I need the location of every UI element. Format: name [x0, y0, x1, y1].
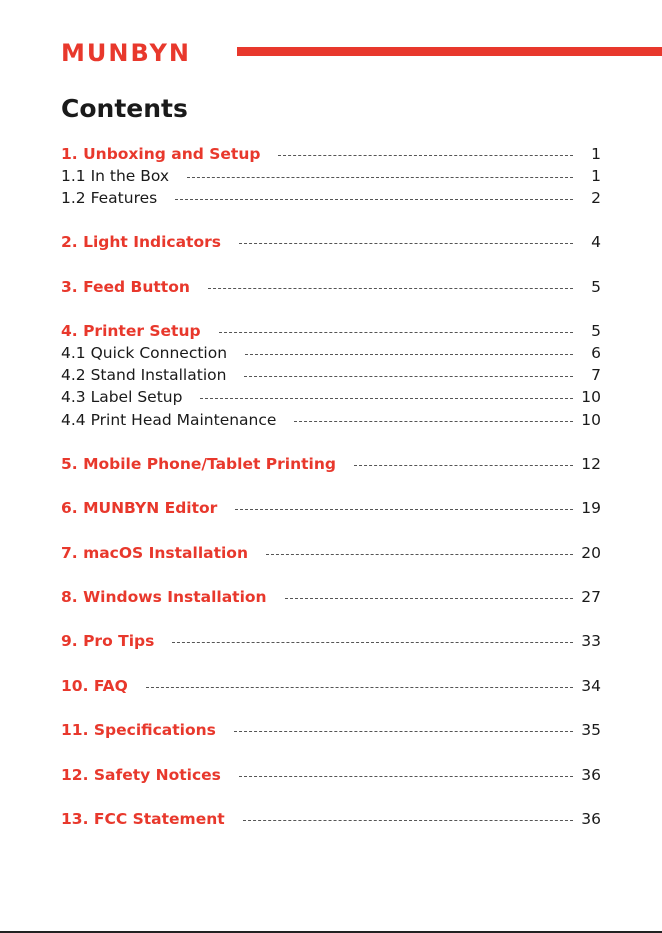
toc-dot-leader — [239, 243, 573, 244]
toc-dot-leader — [266, 554, 573, 555]
toc-page-number: 5 — [591, 278, 601, 296]
toc-section-row[interactable] — [61, 320, 601, 342]
toc-dot-leader — [187, 177, 573, 178]
toc-dot-leader — [278, 155, 573, 156]
toc-page-number: 10 — [581, 388, 601, 406]
toc-section-row[interactable] — [61, 675, 601, 697]
toc-page-number: 5 — [591, 322, 601, 340]
toc-section-row[interactable] — [61, 586, 601, 608]
toc-subsection-row[interactable] — [61, 165, 601, 187]
toc-entry-label: 1.2 Features — [61, 189, 158, 207]
toc-entry-label: 3. Feed Button — [61, 278, 190, 296]
toc-entry-label: 4.3 Label Setup — [61, 388, 183, 406]
toc-entry-label: 2. Light Indicators — [61, 233, 221, 251]
toc-entry-label: 12. Safety Notices — [61, 766, 221, 784]
toc-entry-label: 4. Printer Setup — [61, 322, 201, 340]
toc-dot-leader — [234, 731, 573, 732]
toc-page-number: 34 — [581, 677, 601, 695]
toc-dot-leader — [208, 288, 573, 289]
toc-page-number: 35 — [581, 721, 601, 739]
toc-entry-label: 7. macOS Installation — [61, 544, 248, 562]
toc-dot-leader — [219, 332, 573, 333]
toc-page-number: 19 — [581, 499, 601, 517]
toc-page-number: 36 — [581, 810, 601, 828]
toc-dot-leader — [172, 642, 573, 643]
toc-section-row[interactable] — [61, 143, 601, 165]
toc-subsection-row[interactable] — [61, 342, 601, 364]
toc-section-row[interactable] — [61, 808, 601, 830]
toc-dot-leader — [200, 398, 573, 399]
toc-entry-label: 11. Specifications — [61, 721, 216, 739]
toc-section-row[interactable] — [61, 630, 601, 652]
toc-dot-leader — [243, 820, 573, 821]
toc-page-number: 6 — [591, 344, 601, 362]
toc-section-row[interactable] — [61, 276, 601, 298]
toc-dot-leader — [239, 776, 573, 777]
toc-dot-leader — [294, 421, 573, 422]
toc-page-number: 10 — [581, 411, 601, 429]
toc-section-row[interactable] — [61, 231, 601, 253]
toc-page-number: 33 — [581, 632, 601, 650]
toc-page-number: 27 — [581, 588, 601, 606]
toc-subsection-row[interactable] — [61, 386, 601, 408]
toc-section-row[interactable] — [61, 719, 601, 741]
toc-entry-label: 1.1 In the Box — [61, 167, 170, 185]
toc-entry-label: 1. Unboxing and Setup — [61, 145, 261, 163]
toc-dot-leader — [235, 509, 573, 510]
toc-dot-leader — [245, 354, 573, 355]
toc-page-number: 36 — [581, 766, 601, 784]
toc-subsection-row[interactable] — [61, 187, 601, 209]
toc-entry-label: 10. FAQ — [61, 677, 128, 695]
toc-section-row[interactable] — [61, 542, 601, 564]
toc-page-number: 1 — [591, 145, 601, 163]
toc-section-row[interactable] — [61, 453, 601, 475]
toc-dot-leader — [175, 199, 573, 200]
toc-subsection-row[interactable] — [61, 409, 601, 431]
toc-dot-leader — [354, 465, 573, 466]
toc-entry-label: 4.1 Quick Connection — [61, 344, 228, 362]
toc-section-row[interactable] — [61, 497, 601, 519]
toc-section-row[interactable] — [61, 764, 601, 786]
toc-dot-leader — [285, 598, 573, 599]
toc-entry-label: 6. MUNBYN Editor — [61, 499, 218, 517]
brand-logo: MUNBYN — [61, 39, 191, 67]
toc-page-number: 7 — [591, 366, 601, 384]
toc-entry-label: 9. Pro Tips — [61, 632, 155, 650]
toc-page-number: 4 — [591, 233, 601, 251]
toc-page-number: 1 — [591, 167, 601, 185]
page-title: Contents — [61, 94, 188, 123]
toc-page-number: 12 — [581, 455, 601, 473]
toc-entry-label: 4.2 Stand Installation — [61, 366, 227, 384]
toc-subsection-row[interactable] — [61, 364, 601, 386]
toc-dot-leader — [146, 687, 573, 688]
toc-entry-label: 13. FCC Statement — [61, 810, 225, 828]
toc-entry-label: 8. Windows Installation — [61, 588, 267, 606]
toc-dot-leader — [244, 376, 573, 377]
toc-entry-label: 5. Mobile Phone/Tablet Printing — [61, 455, 336, 473]
toc-page-number: 2 — [591, 189, 601, 207]
toc-page-number: 20 — [581, 544, 601, 562]
toc-entry-label: 4.4 Print Head Maintenance — [61, 411, 277, 429]
